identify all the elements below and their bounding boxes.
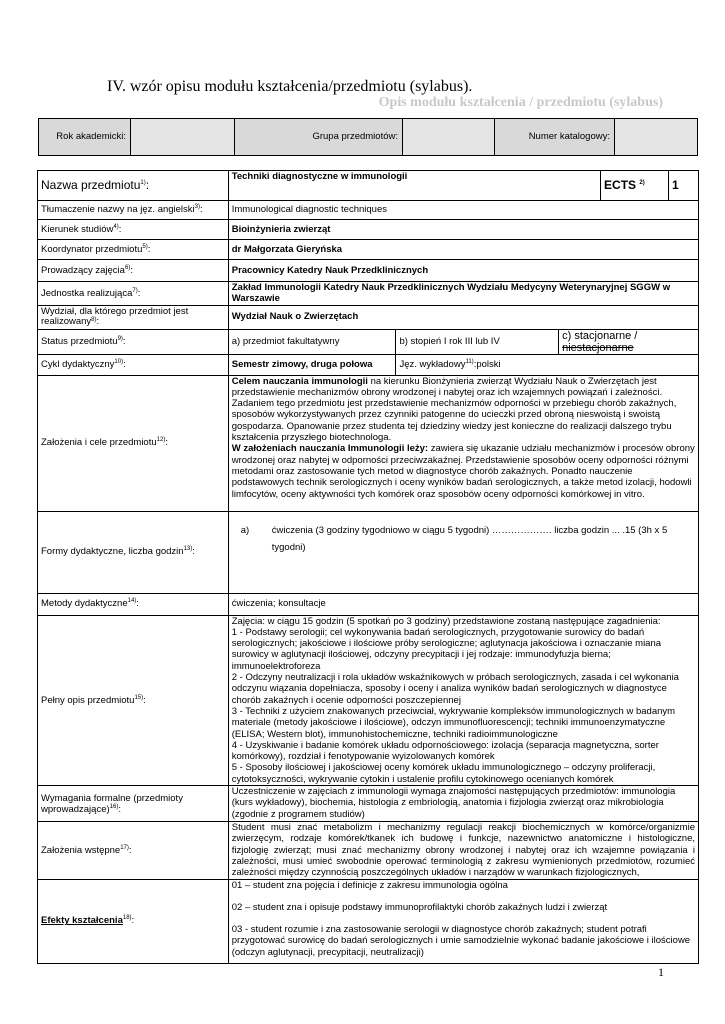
cycle-language: Jęz. wykładowy$^{11)}$:polski: [396, 354, 699, 375]
status-a: a) przedmiot fakultatywny: [228, 329, 396, 354]
full-description-label: Pełny opis przedmiotu$^{15)}$:: [38, 615, 229, 785]
full-description-value: [228, 615, 698, 785]
description-line: 2 - Odczyny neutralizacji i rola układów wskaźnikowych w próbach serologicznych, zasada i cel wykonania odczynu wiązania dopełniacza, sposoby i oceny i analiza wyników badań serologicznych w diagnostyce chorób zakaźnych i ocenie odporności poszczepiennej: [231, 672, 679, 706]
row-status: [38, 329, 699, 354]
subject-group-label: Grupa przedmiotów:: [235, 119, 403, 156]
outcome-item: 03 - student rozumie i zna zastosowanie serologii w diagnostyce chorób zakaźnych; student potrafi przygotować surowicę do badań serologicznych i umie samodzielnie wykonać badanie jakościowe i ilościowe (odczyn aglutynacji, precypitacji, neutralizacji): [231, 924, 691, 958]
cycle-label: Cykl dydaktyczny$^{10)}$:: [38, 354, 229, 375]
requirements-value: Uczestniczenie w zajęciach z immunologii wymaga znajomości następujących przedmiotów: immunologia (kurs wykładowy), biochemia, histologia z embriologią, anatomia i fizjologia zwierząt oraz mikrobiologia (zgodnie z programem studiów): [228, 786, 698, 822]
academic-year-label: Rok akademicki:: [39, 119, 131, 156]
outcomes-value: [228, 879, 698, 963]
ects-label: ECTS $^{2)}$: [601, 171, 669, 201]
catalog-number-label: Numer katalogowy:: [495, 119, 615, 156]
outcome-item: 02 – student zna i opisuje podstawy immunoprofilaktyki chorób zakaźnych ludzi i zwierząt: [231, 901, 608, 913]
subject-name-label: Nazwa przedmiotu$^{1)}$:: [38, 171, 229, 201]
goals-value: Celem nauczania immunologii na kierunku Bionżynieria zwierząt Wydziału Nauk o Zwierzętach jest przedstawienie mechanizmów obrony wrodzonej i nabytej oraz ich wzajemnych powiązań i zależności. Zadaniem tego przedmiotu jest przedstawienie mechanizmów odporności w przebiegu chorób zakaźnych, sposobów wykorzystywanych przez czynniki patogenne do ucieczki przed obroną nieswoistą i swoistą gospodarza. Opanowanie przez studenta tej dziedziny wiedzy jest konieczne do realizacji dalszego trybu kształcenia przyszłego biotechnologa. W założeniach nauczania Immunologii leży: zawiera się ukazanie udziału mechanizmów i procesów obrony wrodzonej oraz nabytej w odporności przeciwzakaźnej. Przedstawienie sposobów oceny odporności różnymi metodami oraz zastosowanie tych metod w diagnostyce chorób zakaźnych. Ponadto nauczenie podstawowych technik serologicznych i oceny wyników badań serologicznych, a także metod izolacji, hodowli limfocytów, oceny aktywności tych komórek oraz sposobów oceny odporności komórkowej in vitro.: [228, 375, 698, 511]
row-cycle: [38, 354, 699, 375]
document-subtitle: Opis modułu kształcenia / przedmiotu (sylabus): [378, 95, 663, 110]
status-b: b) stopień I rok III lub IV: [396, 329, 559, 354]
row-coordinator: [38, 240, 699, 260]
row-methods: [38, 593, 699, 615]
academic-year-value[interactable]: [131, 119, 235, 156]
row-unit: [38, 282, 699, 306]
description-line: 5 - Sposoby ilościowej i jakościowej oceny komórek układu immunologicznego – odczyny proliferacji, cytotoksyczności, wykrywanie cytokin i ustalenie profilu cytokinowego ocenianych komórek: [231, 762, 656, 785]
top-info-table: [38, 118, 698, 156]
description-line: 3 - Techniki z użyciem znakowanych przeciwciał, wykrywanie kompleksów immunologicznych w badanym materiale (metody jakościowe i ilościowe), odczyn immunofluorescencji; techniki immunoenzymatyczne (ELISA; Western blot), immunohistochemiczne, techniki radioimmunologiczne: [231, 705, 676, 740]
faculty-label: Wydział, dla którego przedmiot jest realizowany$^{8)}$:: [38, 305, 229, 329]
instructors-label: Prowadzący zajęcia$^{6)}$:: [38, 260, 229, 282]
unit-label: Jednostka realizująca$^{7)}$:: [38, 282, 229, 306]
row-prerequisites: [38, 822, 699, 879]
english-name-value: Immunological diagnostic techniques: [228, 201, 698, 220]
unit-value: Zakład Immunologii Katedry Nauk Przedklinicznych Wydziału Medycyny Weterynaryjnej SGGW w Warszawie: [228, 282, 698, 306]
instructors-value: Pracownicy Katedry Nauk Przedklinicznych: [228, 260, 698, 282]
prerequisites-value: Student musi znać metabolizm i mechanizmy regulacji reakcji biochemicznych w komórce/organizmie zwierzęcym, rodzaje komórek/tkanek ich budowę i funkcje, nazewnictwo anatomiczne i histologiczne, fizjologię zwierząt; musi znać mechanizmy obrony wrodzonej i nabytej oraz ich wzajemne powiązania i zależności, musi umieć swobodnie operować terminologią z zakresu wymienionych przedmiotów, rozumieć zależności między czynnością poszczególnych układów i narządów w warunkach fizjologicznych,: [228, 822, 698, 879]
prerequisites-label: Założenia wstępne$^{17)}$:: [38, 822, 229, 879]
description-line: Zajęcia: w ciągu 15 godzin (5 spotkań po 3 godziny) przedstawione zostaną następujące zagadnienia:: [231, 615, 661, 627]
row-faculty: [38, 305, 699, 329]
subject-group-value[interactable]: [403, 119, 495, 156]
status-label: Status przedmiotu$^{9)}$:: [38, 329, 229, 354]
row-field: [38, 220, 699, 240]
field-label: Kierunek studiów$^{4)}$:: [38, 220, 229, 240]
row-requirements: [38, 786, 699, 822]
row-full-description: [38, 615, 699, 785]
row-instructors: [38, 260, 699, 282]
coordinator-label: Koordynator przedmiotu$^{5)}$:: [38, 240, 229, 260]
subject-name-value: Techniki diagnostyczne w immunologii: [228, 171, 600, 201]
status-c: c) stacjonarne / niestacjonarne: [559, 329, 699, 354]
row-english-name: [38, 201, 699, 220]
methods-value: ćwiczenia; konsultacje: [228, 593, 698, 615]
requirements-label: Wymagania formalne (przedmioty wprowadzające)$^{16)}$:: [38, 786, 229, 822]
row-goals: [38, 375, 699, 511]
catalog-number-value[interactable]: [615, 119, 698, 156]
field-value: Bioinżynieria zwierząt: [228, 220, 698, 240]
english-name-label: Tłumaczenie nazwy na jęz. angielski$^{3)}$:: [38, 201, 229, 220]
syllabus-table: [37, 170, 699, 964]
forms-value: a) ćwiczenia (3 godziny tygodniowo w ciągu 5 tygodni) ………………. liczba godzin ... .15 (3h x 5 tygodni): [228, 511, 698, 593]
faculty-value: Wydział Nauk o Zwierzętach: [228, 305, 698, 329]
row-forms: [38, 511, 699, 593]
outcome-item: 01 – student zna pojęcia i definicje z zakresu immunologia ogólna: [231, 879, 508, 891]
methods-label: Metody dydaktyczne$^{14)}$:: [38, 593, 229, 615]
coordinator-value: dr Małgorzata Gieryńska: [228, 240, 698, 260]
goals-label: Założenia i cele przedmiotu$^{12)}$:: [38, 375, 229, 511]
row-outcomes: [38, 879, 699, 963]
outcomes-label: Efekty kształcenia$^{18)}$:: [38, 879, 229, 963]
page-number: 1: [658, 965, 664, 979]
description-line: 1 - Podstawy serologii; cel wykonywania badań serologicznych, przygotowanie surowicy do badań serologicznych; jakościowe i ilościowe próby serologiczne; aglutynacja jakościowa i oznaczanie miana surowicy w aglutynacji ilościowej, odczyny precypitacji i jej rodzaje: immunodyfuzja bierna; immunoelektroforeza: [231, 626, 662, 672]
description-line: 4 - Uzyskiwanie i badanie komórek układu odpornościowego: izolacja (separacja magnetyczna, sorter komórkowy), rozdział i fenotypowanie wyizolowanych komórek: [231, 739, 659, 763]
row-subject-name: [38, 171, 699, 201]
ects-value: 1: [668, 171, 698, 201]
status-c-strike: niestacjonarne: [562, 341, 634, 354]
cycle-value: Semestr zimowy, druga połowa: [228, 354, 396, 375]
document-title: IV. wzór opisu modułu kształcenia/przedmiotu (sylabus).: [107, 78, 473, 95]
forms-label: Formy dydaktyczne, liczba godzin$^{13)}$:: [38, 511, 229, 593]
